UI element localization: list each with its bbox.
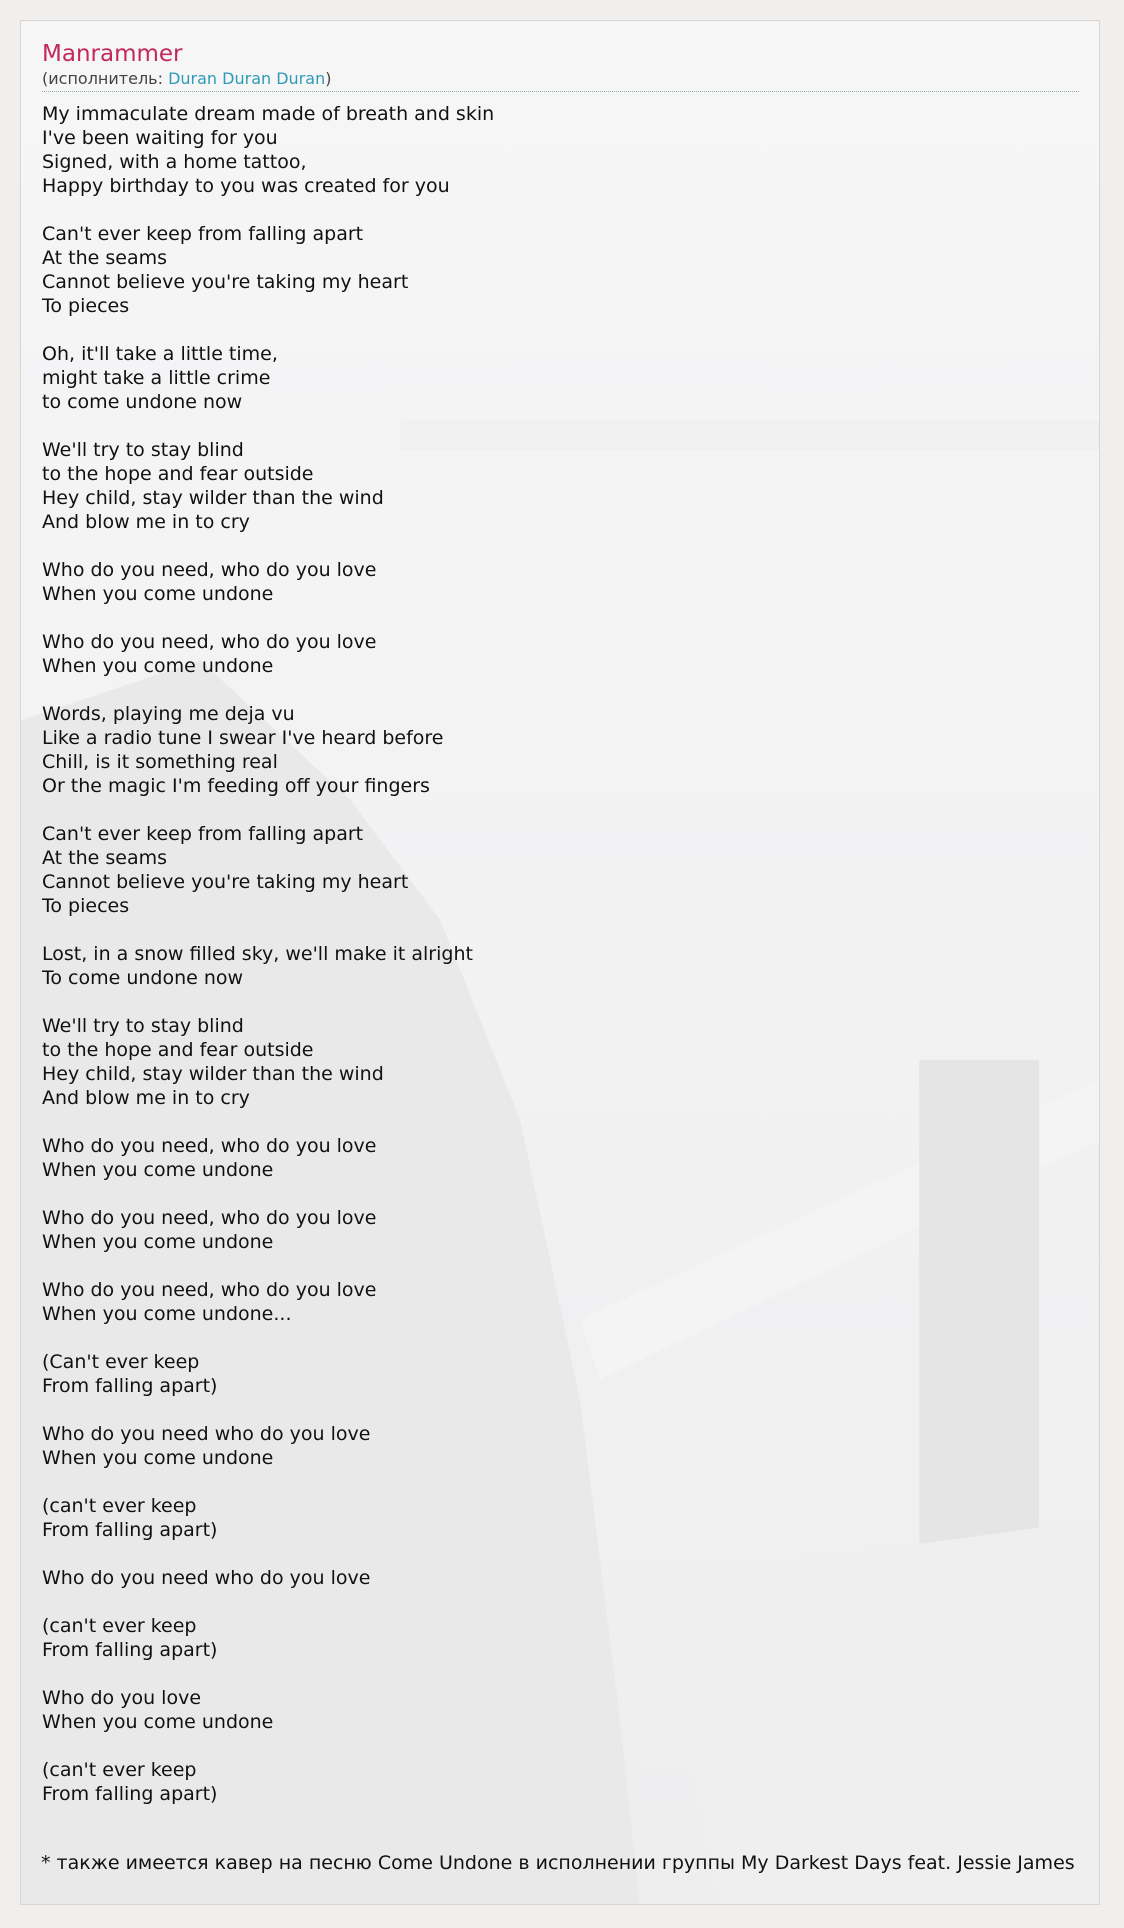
lyric-line: (can't ever keep	[42, 1759, 197, 1781]
lyric-line: (can't ever keep	[42, 1495, 197, 1517]
lyric-line: Oh, it'll take a little time,	[42, 343, 278, 365]
lyric-blank-line	[42, 318, 1079, 342]
lyric-line: Who do you need, who do you love	[42, 1279, 377, 1301]
lyric-blank-line	[42, 1590, 1079, 1614]
lyric-line: We'll try to stay blind	[42, 1015, 244, 1037]
lyric-line: Hey child, stay wilder than the wind	[42, 487, 384, 509]
lyric-blank-line	[42, 918, 1079, 942]
lyric-line: And blow me in to cry	[42, 1087, 250, 1109]
lyric-line: Who do you need who do you love	[42, 1567, 371, 1589]
lyric-line: When you come undone	[42, 1447, 274, 1469]
lyric-line: Who do you need, who do you love	[42, 631, 377, 653]
lyric-blank-line	[42, 1542, 1079, 1566]
cover-note: * также имеется кавер на песню Come Undone в исполнении группы My Darkest Days feat. Jessie James	[41, 1852, 1075, 1874]
lyric-blank-line	[42, 1182, 1079, 1206]
lyric-blank-line	[42, 1110, 1079, 1134]
lyric-line: I've been waiting for you	[42, 127, 278, 149]
lyric-line: to the hope and fear outside	[42, 463, 314, 485]
lyric-line: Chill, is it something real	[42, 751, 278, 773]
lyric-line: Who do you love	[42, 1687, 202, 1709]
lyric-blank-line	[42, 1470, 1079, 1494]
lyric-line: Who do you need, who do you love	[42, 1135, 377, 1157]
lyric-blank-line	[42, 678, 1079, 702]
lyric-line: From falling apart)	[42, 1375, 218, 1397]
lyric-line: My immaculate dream made of breath and skin	[42, 103, 495, 125]
lyric-line: When you come undone	[42, 1231, 274, 1253]
lyric-line: Who do you need, who do you love	[42, 559, 377, 581]
lyric-line: At the seams	[42, 847, 168, 869]
lyric-line: Who do you need who do you love	[42, 1423, 371, 1445]
performer-link[interactable]: Duran Duran Duran	[168, 69, 326, 88]
lyric-blank-line	[42, 1254, 1079, 1278]
lyric-line: At the seams	[42, 247, 168, 269]
lyric-line: When you come undone...	[42, 1303, 292, 1325]
lyric-line: to the hope and fear outside	[42, 1039, 314, 1061]
performer-suffix: )	[325, 69, 332, 88]
lyric-blank-line	[42, 606, 1079, 630]
lyric-line: From falling apart)	[42, 1519, 218, 1541]
lyric-line: When you come undone	[42, 583, 274, 605]
lyric-blank-line	[42, 1326, 1079, 1350]
lyrics-text	[42, 102, 1079, 1806]
lyric-line: Signed, with a home tattoo,	[42, 151, 307, 173]
lyric-line: From falling apart)	[42, 1783, 218, 1805]
lyric-blank-line	[42, 534, 1079, 558]
lyric-line: Happy birthday to you was created for you	[42, 175, 450, 197]
lyric-line: When you come undone	[42, 1159, 274, 1181]
lyric-line: Or the magic I'm feeding off your fingers	[42, 775, 430, 797]
lyric-line: To pieces	[42, 895, 130, 917]
lyric-line: Words, playing me deja vu	[42, 703, 295, 725]
lyric-line: Lost, in a snow filled sky, we'll make it alright	[42, 943, 473, 965]
lyrics-content	[42, 39, 1079, 1806]
lyric-blank-line	[42, 198, 1079, 222]
lyric-line: Can't ever keep from falling apart	[42, 223, 364, 245]
lyric-line: When you come undone	[42, 1711, 274, 1733]
lyrics-panel	[20, 20, 1100, 1905]
lyric-line: Can't ever keep from falling apart	[42, 823, 364, 845]
lyric-line: We'll try to stay blind	[42, 439, 244, 461]
lyric-line: (Can't ever keep	[42, 1351, 200, 1373]
lyric-line: Cannot believe you're taking my heart	[42, 871, 409, 893]
lyric-line: Hey child, stay wilder than the wind	[42, 1063, 384, 1085]
lyric-line: Who do you need, who do you love	[42, 1207, 377, 1229]
lyric-line: Cannot believe you're taking my heart	[42, 271, 409, 293]
lyric-line: (can't ever keep	[42, 1615, 197, 1637]
lyric-line: Like a radio tune I swear I've heard before	[42, 727, 444, 749]
lyric-blank-line	[42, 414, 1079, 438]
performer-prefix: (исполнитель:	[42, 69, 169, 88]
lyric-blank-line	[42, 798, 1079, 822]
lyric-line: And blow me in to cry	[42, 511, 250, 533]
lyric-line: might take a little crime	[42, 367, 271, 389]
lyric-line: From falling apart)	[42, 1639, 218, 1661]
lyric-blank-line	[42, 1662, 1079, 1686]
lyric-line: to come undone now	[42, 391, 243, 413]
lyric-blank-line	[42, 1398, 1079, 1422]
lyric-blank-line	[42, 990, 1079, 1014]
lyric-line: To pieces	[42, 295, 130, 317]
lyric-line: To come undone now	[42, 967, 244, 989]
song-title: Manrammer	[42, 41, 183, 67]
lyric-blank-line	[42, 1734, 1079, 1758]
lyric-line: When you come undone	[42, 655, 274, 677]
performer-line	[42, 69, 1079, 92]
